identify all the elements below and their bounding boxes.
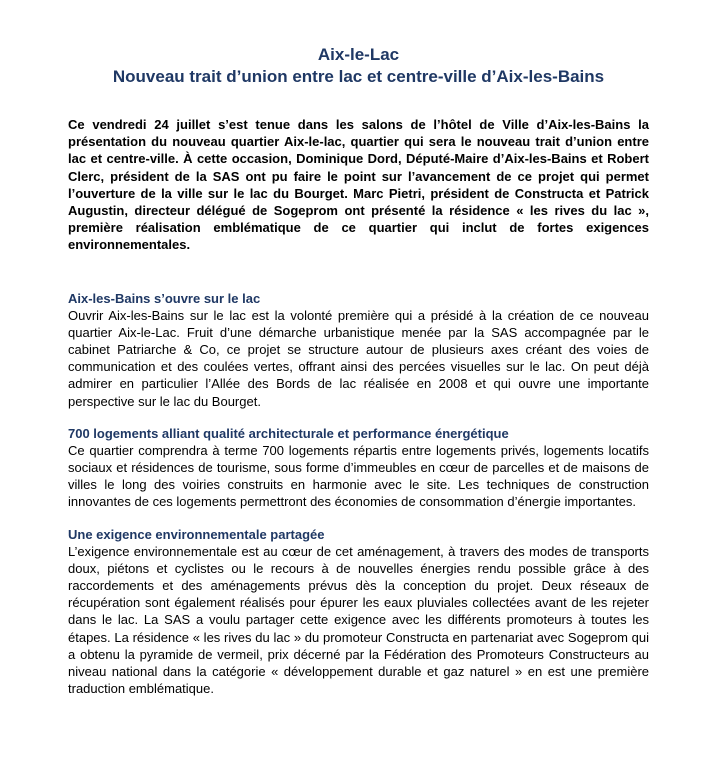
intro-paragraph: Ce vendredi 24 juillet s’est tenue dans les salons de l’hôtel de Ville d’Aix-les-Bains la présentation du nouveau quartier Aix-le-lac, quartier qui sera le nouveau trait d’union entre lac et centre-ville. À cette occasion, Dominique Dord, Député-Maire d’Aix-les-Bains et Robert Clerc, président de la SAS ont pu faire le point sur l’avancement de ce projet qui permet l’ouverture de la ville sur le lac du Bourget. Marc Pietri, président de Constructa et Patrick Augustin, directeur délégué de Sogeprom ont présenté la résidence « les rives du lac », première réalisation emblématique de ce quartier qui inclut de fortes exigences environnementales. bbox=[68, 117, 649, 253]
section-aix-ouvre-lac bbox=[68, 290, 649, 410]
title-line-1: Aix-le-Lac bbox=[317, 45, 400, 64]
section-heading: Aix-les-Bains s’ouvre sur le lac bbox=[68, 290, 261, 306]
section-body: Ce quartier comprendra à terme 700 logements répartis entre logements privés, logements locatifs sociaux et résidences de tourisme, sous forme d’immeubles en cœur de parcelles et de maisons de villes le long des voiries construits en harmonie avec le site. Les techniques de construction innovantes de ces logements permettront des économies de consommation d’énergie importantes. bbox=[68, 442, 649, 510]
document-title bbox=[58, 44, 659, 88]
section-heading: Une exigence environnementale partagée bbox=[68, 526, 325, 542]
section-700-logements bbox=[68, 425, 649, 511]
section-body: L’exigence environnementale est au cœur de cet aménagement, à travers des modes de transports doux, piétons et cyclistes ou le recours à de nouvelles énergies rendu possible grâce à des raccordements et des aménagements prévus dès la conception du projet. Deux réseaux de récupération sont également réalisés pour épurer les eaux pluviales collectées avant de les rejeter dans le lac. La SAS a voulu partager cette exigence avec les différents promoteurs à toutes les étapes. La résidence « les rives du lac » du promoteur Constructa en partenariat avec Sogeprom qui a obtenu la pyramide de vermeil, prix décerné par la Fédération des Promoteurs Constructeurs au niveau national dans la catégorie « développement durable et gaz naturel » en est une première traduction emblématique. bbox=[68, 543, 649, 697]
section-heading: 700 logements alliant qualité architecturale et performance énergétique bbox=[68, 425, 509, 441]
section-body: Ouvrir Aix-les-Bains sur le lac est la volonté première qui a présidé à la création de ce nouveau quartier Aix-le-Lac. Fruit d’une démarche urbanistique menée par la SAS accompagnée par le cabinet Patriarche & Co, ce projet se structure autour de plusieurs axes créant des voies de communication et des coulées vertes, offrant ainsi des percées visuelles sur le lac. On peut déjà admirer en particulier l’Allée des Bords de lac réalisée en 2008 et qui ouvre une importante perspective sur le lac du Bourget. bbox=[68, 307, 649, 409]
section-exigence-environnementale bbox=[68, 526, 649, 698]
title-line-2: Nouveau trait d’union entre lac et centre-ville d’Aix-les-Bains bbox=[112, 67, 605, 86]
